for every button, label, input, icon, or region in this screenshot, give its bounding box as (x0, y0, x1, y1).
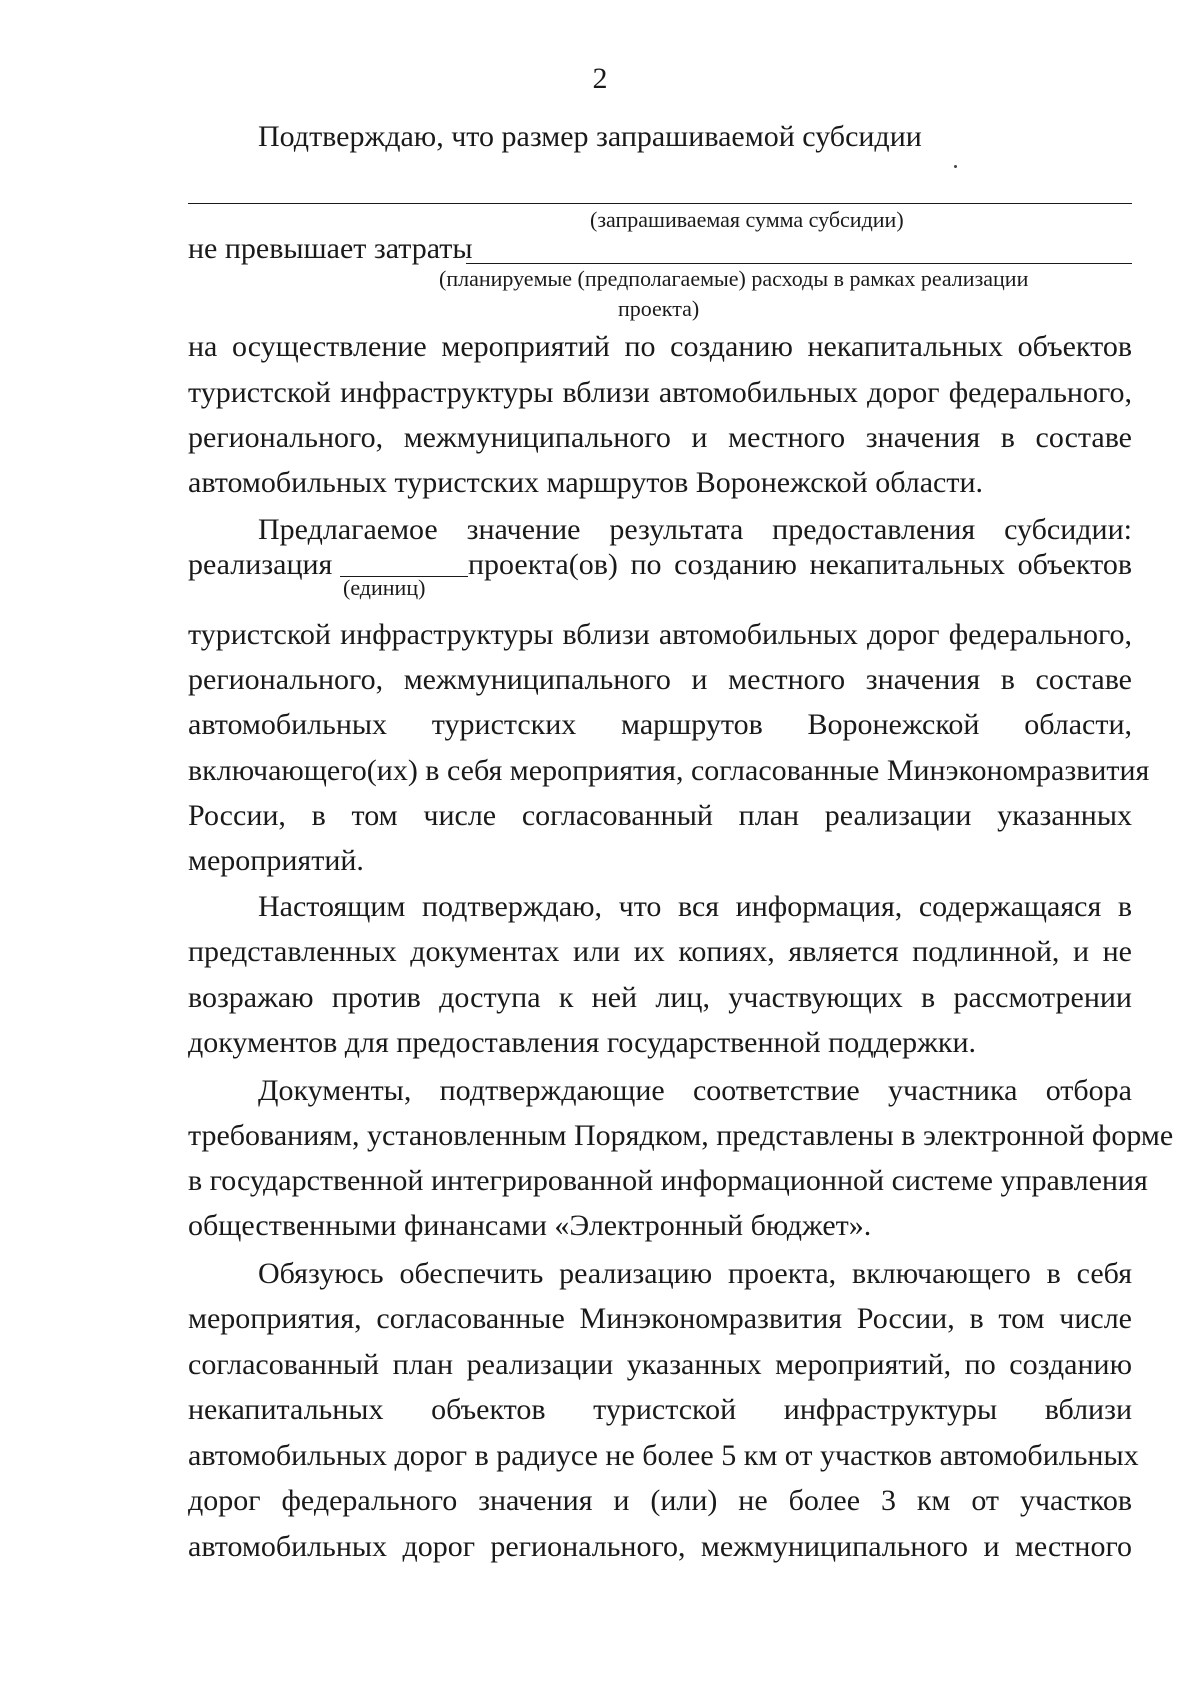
paragraph-1-line: туристской инфраструктуры вблизи автомобильных дорог федерального, (188, 376, 1132, 409)
paragraph-4-line: в государственной интегрированной информационной системе управления (188, 1164, 1148, 1197)
amount-blank-line (188, 203, 1132, 204)
units-caption: (единиц) (343, 575, 426, 600)
paragraph-1-line: автомобильных туристских маршрутов Воронежской области. (188, 466, 983, 499)
paragraph-5-line: дорог федерального значения и (или) не более 3 км от участков (188, 1484, 1132, 1517)
paragraph-2-first-line: Предлагаемое значение результата предоставления субсидии: (258, 513, 1132, 546)
paragraph-5-line: мероприятия, согласованные Минэкономразвития России, в том числе (188, 1302, 1132, 1335)
paragraph-3-line: представленных документах или их копиях, является подлинной, и не (188, 935, 1132, 968)
page-number: 2 (592, 62, 608, 95)
amount-caption: (запрашиваемая сумма субсидии) (590, 207, 904, 232)
paragraph-5-line: автомобильных дорог регионального, межмуниципального и местного (188, 1530, 1132, 1563)
paragraph-3-line: Настоящим подтверждаю, что вся информация, содержащаяся в (258, 890, 1132, 923)
paragraph-5-line: некапитальных объектов туристской инфраструктуры вблизи (188, 1393, 1132, 1426)
paragraph-2-line: регионального, межмуниципального и местного значения в составе (188, 663, 1132, 696)
paragraph-3-line: возражаю против доступа к ней лиц, участвующих в рассмотрении (188, 981, 1132, 1014)
paragraph-1-line: регионального, межмуниципального и местного значения в составе (188, 421, 1132, 454)
paragraph-4-line: требованиям, установленным Порядком, представлены в электронной форме (188, 1119, 1174, 1152)
costs-caption-line-2: проекта) (618, 296, 700, 321)
paragraph-2-line: автомобильных туристских маршрутов Воронежской области, (188, 708, 1132, 741)
paragraph-4-line: общественными финансами «Электронный бюджет». (188, 1209, 872, 1242)
paragraph-3-line: документов для предоставления государственной поддержки. (188, 1026, 977, 1059)
paragraph-2-line: мероприятий. (188, 844, 364, 877)
paragraph-5-line: Обязуюсь обеспечить реализацию проекта, включающего в себя (258, 1257, 1132, 1290)
paragraph-5-line: согласованный план реализации указанных мероприятий, по созданию (188, 1348, 1132, 1381)
paragraph-2-line: туристской инфраструктуры вблизи автомобильных дорог федерального, (188, 618, 1132, 651)
paragraph-2-projects-text: проекта(ов) по созданию некапитальных объектов (468, 548, 1132, 581)
paragraph-1-line: на осуществление мероприятий по созданию некапитальных объектов (188, 330, 1132, 363)
paragraph-2-line: включающего(их) в себя мероприятия, согласованные Минэкономразвития (188, 754, 1150, 787)
not-exceed-label: не превышает затраты (188, 232, 473, 265)
costs-caption-line-1: (планируемые (предполагаемые) расходы в рамках реализации (439, 266, 1029, 291)
scan-speck (954, 165, 957, 168)
paragraph-4-line: Документы, подтверждающие соответствие участника отбора (258, 1074, 1132, 1107)
costs-blank-line (466, 263, 1132, 264)
confirm-line: Подтверждаю, что размер запрашиваемой субсидии (258, 120, 922, 153)
paragraph-2-realization-label: реализация (188, 548, 333, 581)
paragraph-2-line: России, в том числе согласованный план реализации указанных (188, 799, 1132, 832)
paragraph-5-line: автомобильных дорог в радиусе не более 5 км от участков автомобильных (188, 1439, 1139, 1472)
